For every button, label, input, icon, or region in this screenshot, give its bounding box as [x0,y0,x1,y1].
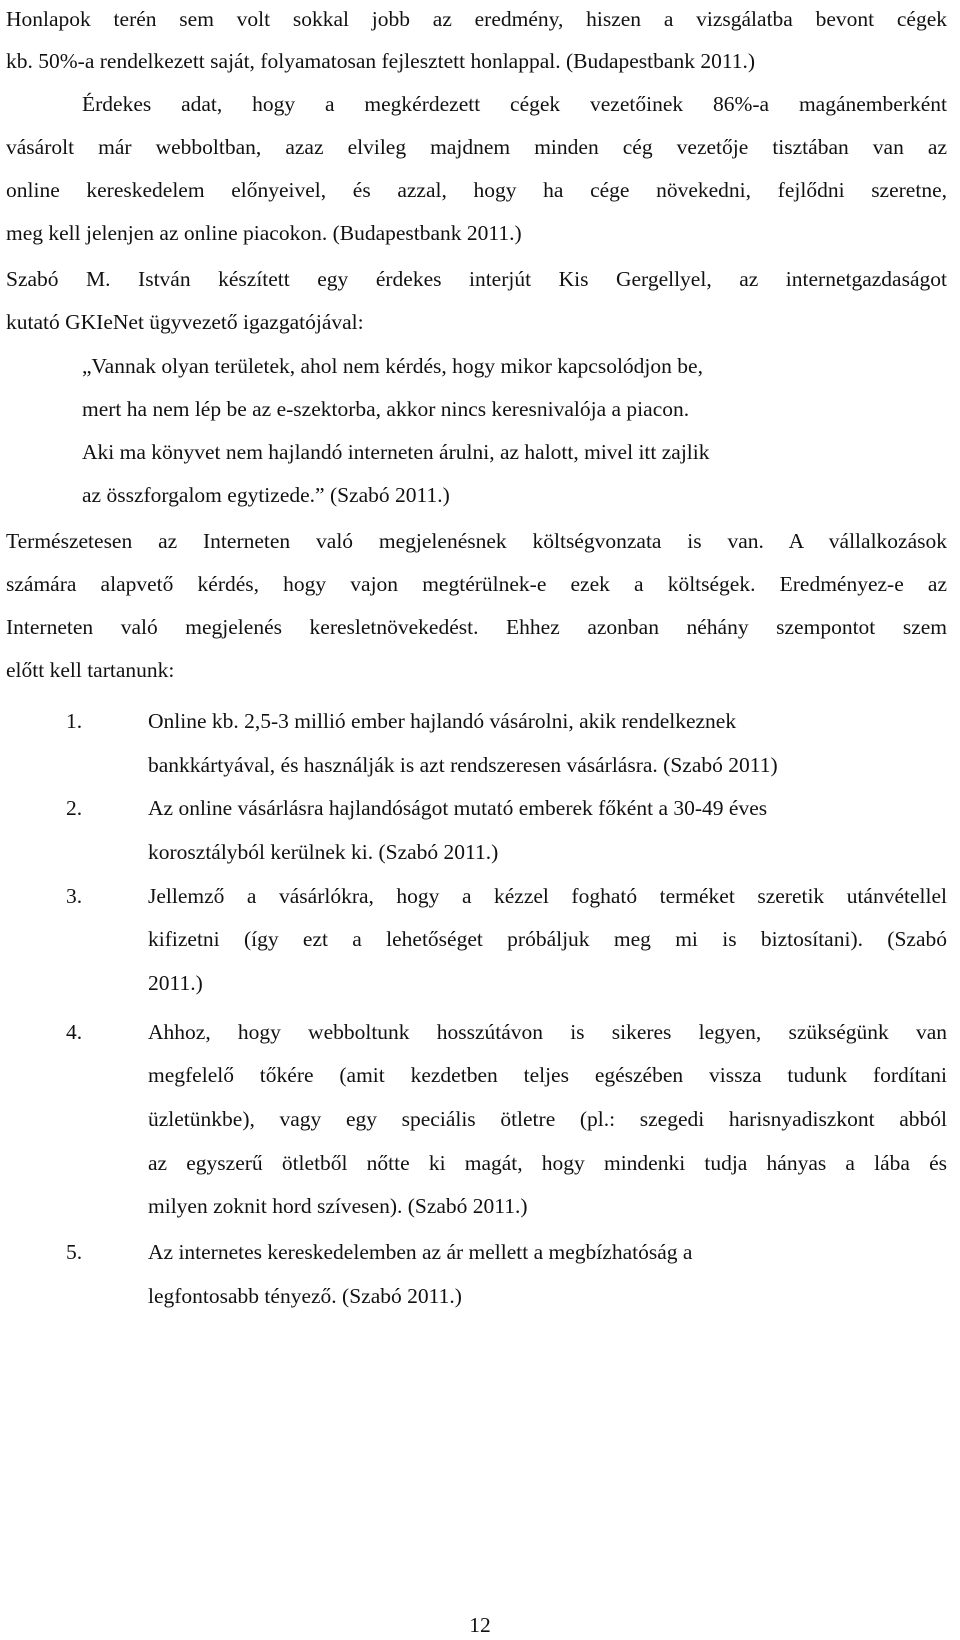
paragraph-2-line-4: meg kell jelenjen az online piacokon. (Budapestbank 2011.) [6,221,522,245]
list-item-3-line-2: kifizetni (így ezt a lehetőséget próbáljuk meg mi is biztosítani). (Szabó [148,927,947,951]
quote-line-4: az összforgalom egytizede.” (Szabó 2011.) [82,483,450,507]
paragraph-2-line-2: vásárolt már webboltban, azaz elvileg majdnem minden cég vezetője tisztában van az [6,135,947,159]
paragraph-3-line-2: kutató GKIeNet ügyvezető igazgatójával: [6,310,364,334]
paragraph-1-line-2: kb. 50%-a rendelkezett saját, folyamatosan fejlesztett honlappal. (Budapestbank 2011.) [6,49,756,73]
paragraph-3-line-1: Szabó M. István készített egy érdekes interjút Kis Gergellyel, az internetgazdaságot [6,267,947,291]
paragraph-4-line-1: Természetesen az Interneten való megjelenésnek költségvonzata is van. A vállalkozások [6,529,947,553]
list-item-4-line-3: üzletünkbe), vagy egy speciális ötletre (pl.: szegedi harisnyadiszkont abból [148,1107,947,1131]
list-item-1-number: 1. [66,709,83,733]
list-item-5-number: 5. [66,1240,83,1264]
list-item-4-line-4: az egyszerű ötletből nőtte ki magát, hogy mindenki tudja hányas a lába és [148,1151,947,1175]
paragraph-4-line-4: előtt kell tartanunk: [6,658,175,682]
paragraph-4-line-2: számára alapvető kérdés, hogy vajon megtérülnek-e ezek a költségek. Eredményez-e az [6,572,947,596]
list-item-5-line-2: legfontosabb tényező. (Szabó 2011.) [148,1284,462,1308]
paragraph-1-line-1: Honlapok terén sem volt sokkal jobb az eredmény, hiszen a vizsgálatba bevont cégek [6,7,947,31]
list-item-1-line-2: bankkártyával, és használják is azt rendszeresen vásárlásra. (Szabó 2011) [148,753,778,777]
paragraph-2-line-3: online kereskedelem előnyeivel, és azzal, hogy ha cége növekedni, fejlődni szeretne, [6,178,947,202]
quote-line-3: Aki ma könyvet nem hajlandó interneten árulni, az halott, mivel itt zajlik [82,440,710,464]
list-item-3-number: 3. [66,884,83,908]
list-item-3-line-1: Jellemző a vásárlókra, hogy a kézzel fogható terméket szeretik utánvétellel [148,884,947,908]
paragraph-4-line-3: Interneten való megjelenés keresletnövekedést. Ehhez azonban néhány szempontot szem [6,615,947,639]
page-number: 12 [469,1613,491,1637]
list-item-5-line-1: Az internetes kereskedelemben az ár mellett a megbízhatóság a [148,1240,693,1264]
list-item-1-line-1: Online kb. 2,5-3 millió ember hajlandó vásárolni, akik rendelkeznek [148,709,737,733]
list-item-2-line-2: korosztályból kerülnek ki. (Szabó 2011.) [148,840,499,864]
quote-line-1: „Vannak olyan területek, ahol nem kérdés, hogy mikor kapcsolódjon be, [82,354,703,378]
list-item-2-number: 2. [66,796,83,820]
paragraph-2-line-1: Érdekes adat, hogy a megkérdezett cégek vezetőinek 86%-a magánemberként [82,92,947,116]
list-item-3-line-3: 2011.) [148,971,203,995]
list-item-4-line-5: milyen zoknit hord szívesen). (Szabó 2011.) [148,1194,528,1218]
list-item-4-line-1: Ahhoz, hogy webboltunk hosszútávon is sikeres legyen, szükségünk van [148,1020,947,1044]
list-item-4-number: 4. [66,1020,83,1044]
list-item-4-line-2: megfelelő tőkére (amit kezdetben teljes egészében vissza tudunk fordítani [148,1063,947,1087]
list-item-2-line-1: Az online vásárlásra hajlandóságot mutató emberek főként a 30-49 éves [148,796,768,820]
quote-line-2: mert ha nem lép be az e-szektorba, akkor nincs keresnivalója a piacon. [82,397,690,421]
